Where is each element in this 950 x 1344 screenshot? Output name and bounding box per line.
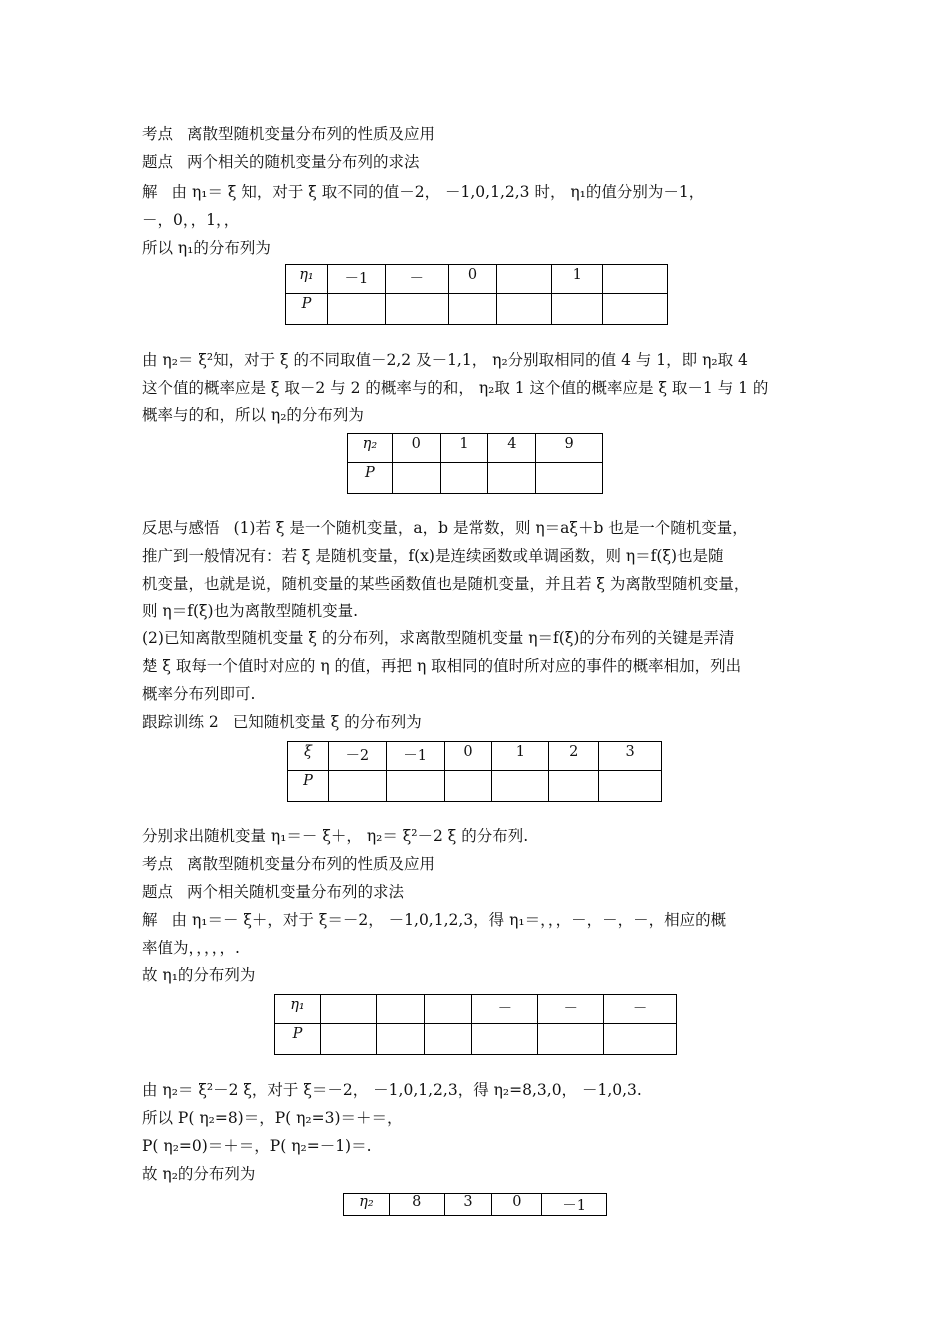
solution-line-2: －，0，，1，， — [142, 211, 240, 229]
table-cell: η₁ — [286, 265, 328, 294]
table-cell: －2 — [328, 742, 386, 771]
solution3-line-3: P( η₂=0)＝＋＝，P( η₂=－1)＝. — [142, 1137, 372, 1155]
table-cell — [492, 771, 549, 802]
table-cell — [552, 294, 603, 325]
table-cell: η₂ — [348, 434, 393, 463]
table-cell: P — [348, 463, 393, 494]
table-cell — [549, 771, 599, 802]
table-cell: 0 — [392, 434, 440, 463]
table-row — [348, 434, 603, 463]
practice-line: 跟踪训练 2 已知随机变量 ξ 的分布列为 — [142, 713, 422, 731]
distribution-table-eta2 — [347, 433, 603, 494]
table-cell: P — [275, 1024, 321, 1055]
table-row — [275, 995, 677, 1024]
table-cell — [376, 1024, 424, 1055]
table-cell — [424, 995, 472, 1024]
table-cell — [320, 995, 376, 1024]
reflection-line-4: 则 η＝f(ξ)也为离散型随机变量. — [142, 602, 359, 620]
table-cell — [320, 1024, 376, 1055]
table-cell — [440, 463, 488, 494]
table-row — [288, 742, 662, 771]
table-cell: 0 — [444, 742, 492, 771]
table-cell: 4 — [488, 434, 536, 463]
reflection-line-7: 概率分布列即可. — [142, 685, 256, 703]
table-cell — [392, 463, 440, 494]
table-cell — [604, 1024, 677, 1055]
table-cell: η₂ — [344, 1194, 390, 1216]
table-cell: P — [286, 294, 328, 325]
table-cell: η₁ — [275, 995, 321, 1024]
table-cell — [472, 1024, 538, 1055]
table-cell: 9 — [536, 434, 603, 463]
solution-line-1: 解 由 η₁＝ ξ 知，对于 ξ 取不同的值－2， －1,0,1,2,3 时， η₁的值分别为－1， — [142, 183, 705, 201]
table-cell: 8 — [389, 1194, 444, 1216]
table-row — [286, 294, 668, 325]
table-cell: －1 — [327, 265, 385, 294]
table-row — [286, 265, 668, 294]
reflection-line-5: (2)已知离散型随机变量 ξ 的分布列，求离散型随机变量 η＝f(ξ)的分布列的关键是弄清 — [142, 629, 735, 647]
table-cell — [538, 1024, 604, 1055]
distribution-table-eta2-b — [343, 1193, 607, 1216]
table-cell: 3 — [444, 1194, 492, 1216]
table-cell — [328, 771, 386, 802]
table-row — [275, 1024, 677, 1055]
solution3-line-1: 由 η₂＝ ξ²－2 ξ，对于 ξ＝－2， －1,0,1,2,3，得 η₂=8,3,0， －1,0,3. — [142, 1081, 642, 1099]
reflection-line-6: 楚 ξ 取每一个值时对应的 η 的值，再把 η 取相同的值时所对应的事件的概率相加，列出 — [142, 657, 742, 675]
table-cell: －1 — [386, 742, 444, 771]
solution3-line-2: 所以 P( η₂=8)＝，P( η₂=3)＝＋＝， — [142, 1109, 403, 1127]
table-cell: － — [604, 995, 677, 1024]
table-cell: 0 — [448, 265, 497, 294]
table-cell — [376, 995, 424, 1024]
solution3-line-4: 故 η₂的分布列为 — [142, 1165, 256, 1183]
table-cell: 1 — [552, 265, 603, 294]
solution2-line-2: 率值为，，，，，. — [142, 939, 240, 957]
table-cell: － — [472, 995, 538, 1024]
table-cell: ξ — [288, 742, 329, 771]
table-cell: P — [288, 771, 329, 802]
table-cell — [424, 1024, 472, 1055]
solution2-line-1: 解 由 η₁＝－ ξ＋，对于 ξ＝－2， －1,0,1,2,3，得 η₁＝，，，－，－，－，相应的概 — [142, 911, 727, 929]
tidian-line-1: 题点 两个相关的随机变量分布列的求法 — [142, 153, 420, 171]
table-cell: － — [538, 995, 604, 1024]
table-cell — [386, 771, 444, 802]
solution-line-3: 所以 η₁的分布列为 — [142, 239, 271, 257]
table-cell: 0 — [492, 1194, 542, 1216]
distribution-table-xi — [287, 741, 662, 802]
table-cell: 2 — [549, 742, 599, 771]
table-cell — [448, 294, 497, 325]
table-cell: 3 — [599, 742, 662, 771]
table-row — [344, 1194, 607, 1216]
table-cell — [497, 294, 552, 325]
table-cell: 1 — [492, 742, 549, 771]
kaodian-line-1: 考点 离散型随机变量分布列的性质及应用 — [142, 125, 436, 143]
task-line: 分别求出随机变量 η₁＝－ ξ＋， η₂＝ ξ²－2 ξ 的分布列. — [142, 827, 529, 845]
table-cell — [536, 463, 603, 494]
table-cell — [385, 294, 448, 325]
solution2-line-3: 故 η₁的分布列为 — [142, 966, 256, 984]
distribution-table-eta1-b — [274, 994, 677, 1055]
reflection-line-1: 反思与感悟 (1)若 ξ 是一个随机变量，a，b 是常数，则 η＝aξ＋b 也是一个随机变量， — [142, 519, 748, 537]
table-cell — [603, 265, 668, 294]
table-cell — [444, 771, 492, 802]
table-cell: 1 — [440, 434, 488, 463]
reflection-line-3: 机变量，也就是说，随机变量的某些函数值也是随机变量，并且若 ξ 为离散型随机变量， — [142, 575, 750, 593]
table-cell — [599, 771, 662, 802]
table-cell — [327, 294, 385, 325]
table-row — [348, 463, 603, 494]
table-cell — [603, 294, 668, 325]
tidian-line-2: 题点 两个相关随机变量分布列的求法 — [142, 883, 405, 901]
table-cell — [497, 265, 552, 294]
para2-line-2: 这个值的概率应是 ξ 取－2 与 2 的概率与的和， η₂取 1 这个值的概率应是 ξ 取－1 与 1 的 — [142, 379, 769, 397]
kaodian-line-2: 考点 离散型随机变量分布列的性质及应用 — [142, 855, 436, 873]
reflection-line-2: 推广到一般情况有：若 ξ 是随机变量，f(x)是连续函数或单调函数，则 η＝f(ξ)也是随 — [142, 547, 724, 565]
table-cell: － — [385, 265, 448, 294]
distribution-table-eta1 — [285, 264, 668, 325]
table-row — [288, 771, 662, 802]
para2-line-1: 由 η₂＝ ξ²知，对于 ξ 的不同取值－2,2 及－1,1， η₂分别取相同的值 4 与 1，即 η₂取 4 — [142, 351, 748, 369]
table-cell: －1 — [542, 1194, 607, 1216]
para2-line-3: 概率与的和，所以 η₂的分布列为 — [142, 406, 364, 424]
table-cell — [488, 463, 536, 494]
